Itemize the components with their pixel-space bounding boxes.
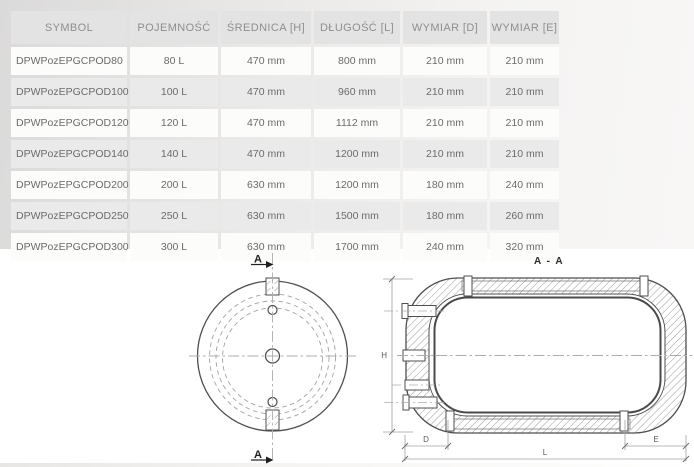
value-cell: 240 mm <box>403 233 487 261</box>
symbol-cell: DPWPozEPGCPOD140 <box>11 140 127 168</box>
table-row <box>11 109 559 137</box>
value-cell: 1200 mm <box>314 171 400 199</box>
dim-label-e: E <box>653 435 659 444</box>
dim-label-d: D <box>423 435 429 444</box>
table-row <box>11 78 559 106</box>
value-cell: 960 mm <box>314 78 400 106</box>
value-cell: 210 mm <box>403 140 487 168</box>
value-cell: 470 mm <box>221 140 311 168</box>
section-marker-bottom <box>251 449 274 464</box>
value-cell: 140 L <box>130 140 218 168</box>
value-cell: 180 mm <box>403 171 487 199</box>
section-marker-label: A <box>254 449 262 461</box>
symbol-cell: DPWPozEPGCPOD100 <box>11 78 127 106</box>
symbol-cell: DPWPozEPGCPOD80 <box>11 47 127 75</box>
table-row <box>11 202 559 230</box>
symbol-cell: DPWPozEPGCPOD200 <box>11 171 127 199</box>
spec-table <box>8 8 562 264</box>
section-marker-label: A <box>254 253 262 266</box>
value-cell: 210 mm <box>490 109 559 137</box>
value-cell: 240 mm <box>490 171 559 199</box>
symbol-cell: DPWPozEPGCPOD120 <box>11 109 127 137</box>
value-cell: 1112 mm <box>314 109 400 137</box>
value-cell: 210 mm <box>403 78 487 106</box>
dim-label-l: L <box>542 448 548 457</box>
value-cell: 1700 mm <box>314 233 400 261</box>
value-cell: 470 mm <box>221 47 311 75</box>
column-header: ŚREDNICA [H] <box>221 11 311 44</box>
value-cell: 250 L <box>130 202 218 230</box>
dim-label-h: H <box>381 351 387 360</box>
column-header: POJEMNOŚĆ <box>130 11 218 44</box>
end-view-drawing <box>189 253 357 464</box>
value-cell: 800 mm <box>314 47 400 75</box>
symbol-cell: DPWPozEPGCPOD300 <box>11 233 127 261</box>
value-cell: 210 mm <box>403 109 487 137</box>
column-header: WYMIAR [E] <box>490 11 559 44</box>
value-cell: 320 mm <box>490 233 559 261</box>
value-cell: 120 L <box>130 109 218 137</box>
column-header: SYMBOL <box>11 11 127 44</box>
column-header: WYMIAR [D] <box>403 11 487 44</box>
value-cell: 100 L <box>130 78 218 106</box>
value-cell: 210 mm <box>403 47 487 75</box>
table-header-row <box>11 11 559 44</box>
table-row <box>11 171 559 199</box>
value-cell: 470 mm <box>221 78 311 106</box>
value-cell: 180 mm <box>403 202 487 230</box>
column-header: DŁUGOŚĆ [L] <box>314 11 400 44</box>
value-cell: 200 L <box>130 171 218 199</box>
left-stub-lower <box>384 395 446 410</box>
symbol-cell: DPWPozEPGCPOD250 <box>11 202 127 230</box>
top-fitting-left <box>464 276 472 296</box>
vessel-top-wall <box>462 281 644 291</box>
section-marker-top <box>251 254 274 269</box>
value-cell: 80 L <box>130 47 218 75</box>
bottom-fitting-right <box>620 411 628 431</box>
value-cell: 630 mm <box>221 202 311 230</box>
section-view-title: A - A <box>533 256 565 267</box>
value-cell: 210 mm <box>490 140 559 168</box>
table-row <box>11 140 559 168</box>
top-fitting-right <box>640 276 648 296</box>
value-cell: 300 L <box>130 233 218 261</box>
vessel-bottom-wall <box>448 419 630 429</box>
value-cell: 470 mm <box>221 109 311 137</box>
value-cell: 260 mm <box>490 202 559 230</box>
section-view-drawing <box>381 256 692 462</box>
value-cell: 210 mm <box>490 78 559 106</box>
table-body <box>11 47 559 261</box>
value-cell: 1500 mm <box>314 202 400 230</box>
inner-cavity <box>429 294 665 416</box>
value-cell: 630 mm <box>221 171 311 199</box>
value-cell: 630 mm <box>221 233 311 261</box>
value-cell: 1200 mm <box>314 140 400 168</box>
bottom-fitting-left <box>446 411 454 431</box>
technical-drawings <box>0 247 694 467</box>
table-row <box>11 47 559 75</box>
value-cell: 210 mm <box>490 47 559 75</box>
